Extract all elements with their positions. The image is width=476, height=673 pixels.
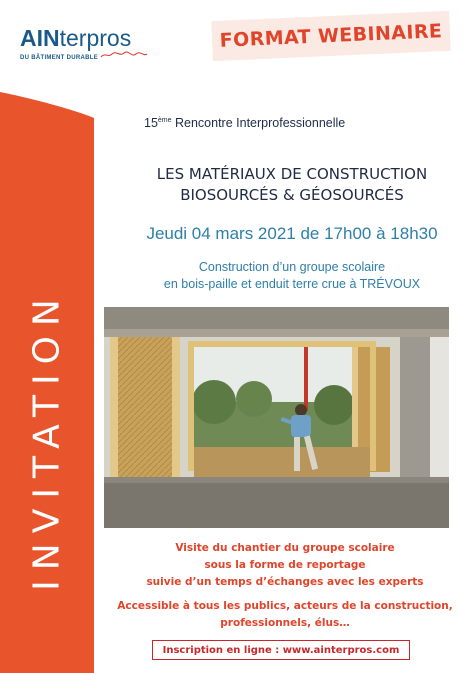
subtitle-line-2: en bois-paille et enduit terre crue à TRÉVOUX <box>163 277 421 291</box>
rencontre-heading <box>144 116 345 130</box>
invitation-label: INVITATION <box>26 289 68 591</box>
logo-tagline: DU BÂTIMENT DURABLE <box>20 55 99 61</box>
visit-description <box>94 540 476 591</box>
logo-brand-rest: terpros <box>59 25 132 51</box>
access-line-1: Accessible à tous les publics, acteurs de la construction, <box>117 600 453 612</box>
access-description <box>94 598 476 632</box>
access-line-2: professionnels, élus… <box>220 617 350 629</box>
visit-line-3: suivie d’un temps d’échanges avec les experts <box>146 576 424 588</box>
subtitle-line-1: Construction d’un groupe scolaire <box>198 260 386 274</box>
ainterpros-logo <box>20 26 148 61</box>
rencontre-suffix: ème <box>157 116 172 124</box>
construction-site-photo <box>104 307 449 528</box>
logo-brand-bold: AIN <box>20 25 60 51</box>
rencontre-number: 15 <box>144 116 158 130</box>
visit-line-1: Visite du chantier du groupe scolaire <box>175 542 395 554</box>
inscription-link[interactable]: Inscription en ligne : www.ainterpros.com <box>152 640 410 660</box>
event-title <box>122 164 462 206</box>
event-date: Jeudi 04 mars 2021 de 17h00 à 18h30 <box>146 224 438 243</box>
rencontre-text: Rencontre Interprofessionnelle <box>171 116 346 130</box>
logo-signature <box>100 51 148 61</box>
webinaire-label: FORMAT WEBINAIRE <box>219 20 443 52</box>
event-subtitle <box>122 259 462 293</box>
title-line-1: LES MATÉRIAUX DE CONSTRUCTION <box>156 165 428 183</box>
visit-line-2: sous la forme de reportage <box>204 559 366 571</box>
title-line-2: BIOSOURCÉS & GÉOSOURCÉS <box>180 186 404 204</box>
